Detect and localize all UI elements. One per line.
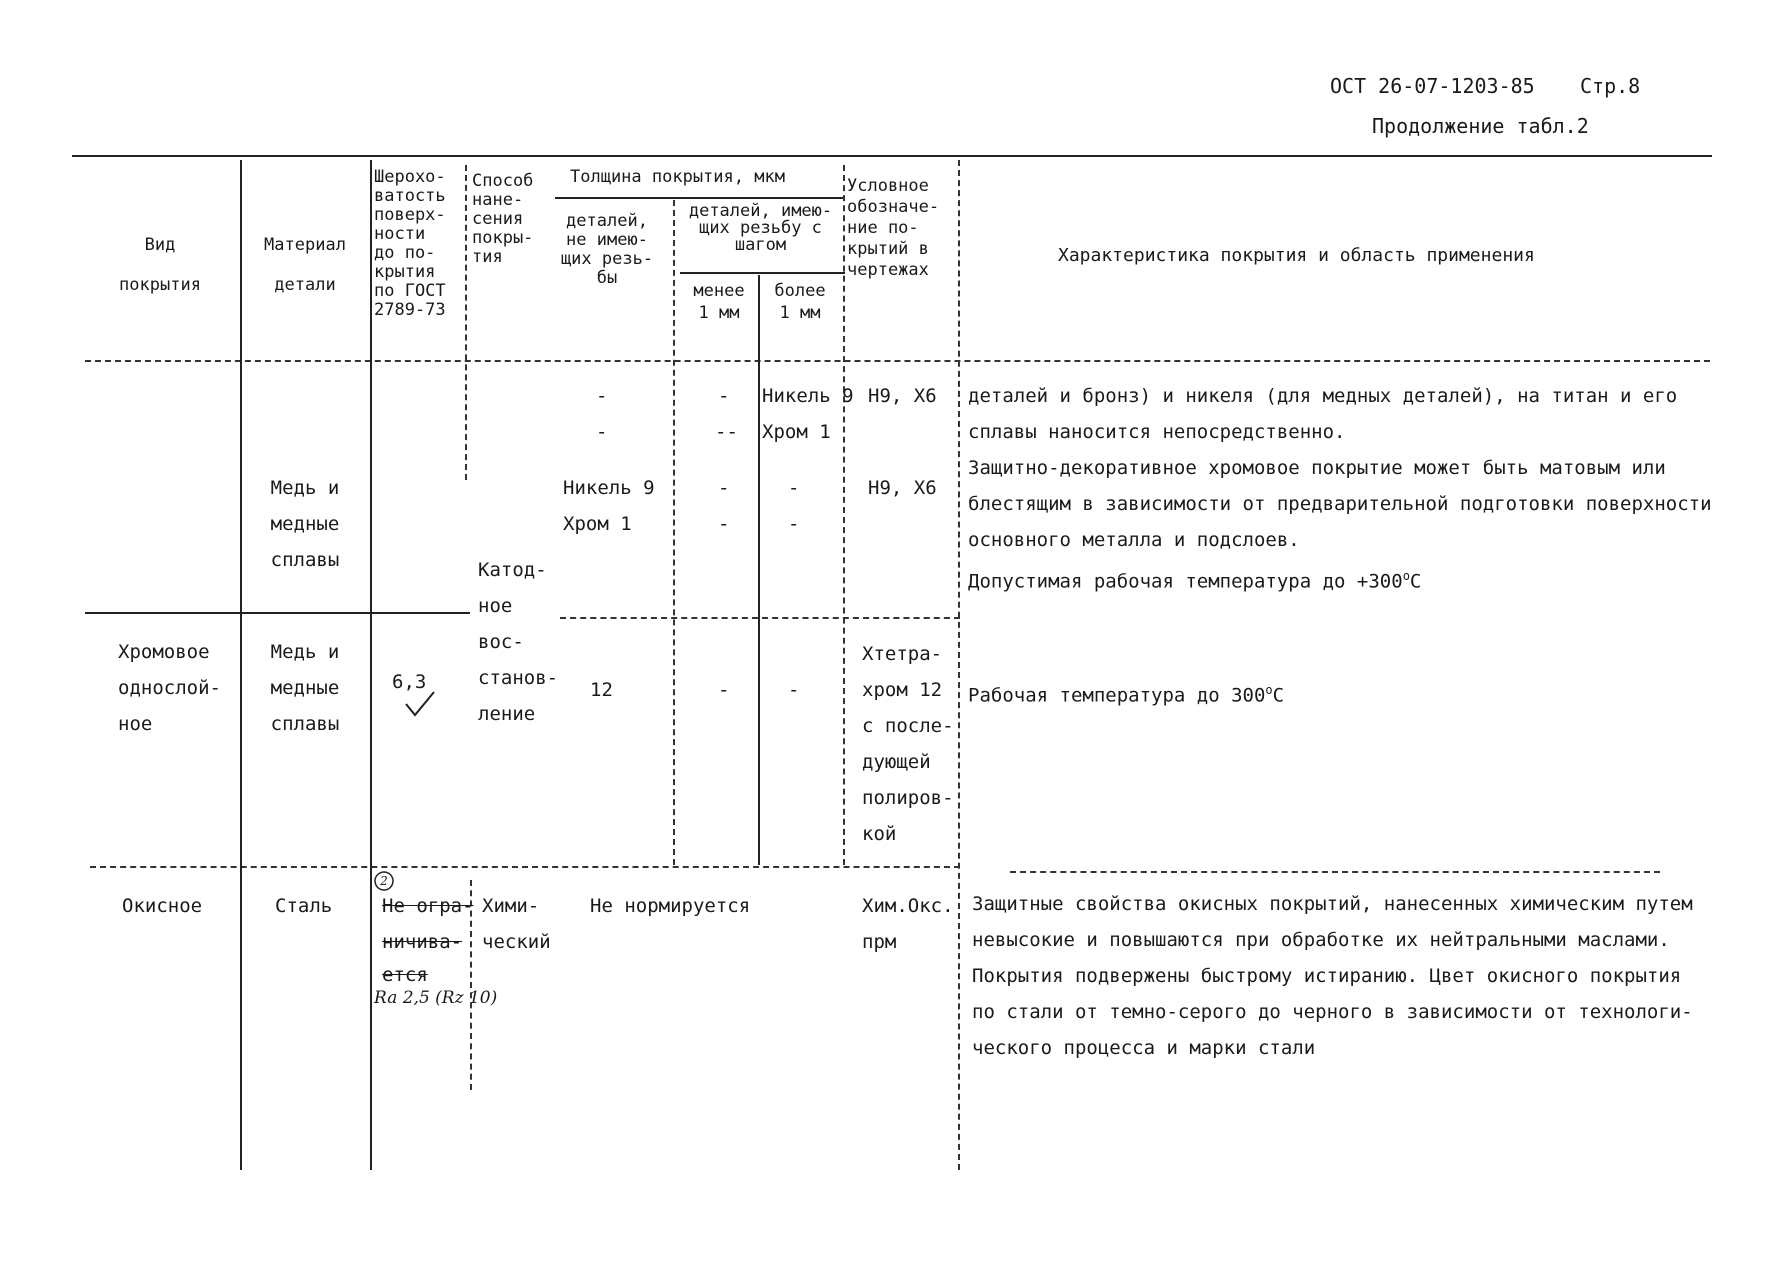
s1-row2-less: -- bbox=[715, 421, 738, 443]
header-with-thread: деталей, имею- щих резьбу с шагом bbox=[688, 201, 833, 255]
section3-top-rule-right bbox=[1010, 871, 1660, 873]
s2-less: - bbox=[718, 679, 730, 701]
s3-material: Сталь bbox=[275, 895, 333, 917]
s3-type: Окисное bbox=[122, 895, 203, 917]
s2-no-thread: 12 bbox=[590, 679, 613, 701]
s2-characteristic: Рабочая температура до 300$^o$С bbox=[968, 683, 1285, 707]
section2-top-rule-left bbox=[85, 612, 470, 614]
s1-row4-less: - bbox=[718, 513, 730, 535]
header-method: Способ нане- сения покры- тия bbox=[472, 171, 534, 267]
header-characteristic: Характеристика покрытия и область применения bbox=[1058, 245, 1535, 266]
s1-temp-text: Допустимая рабочая температура до +300 bbox=[968, 570, 1403, 593]
s1-row4-more: - bbox=[788, 513, 800, 535]
s1-characteristic: деталей и бронз) и никеля (для медных деталей), на титан и его сплавы наносится непосредственно. Защитно-декоративное хромовое покрытие может быть матовым или блестящим в зависимости от предварительной подготовки поверхности основного металла и подслоев. Допустимая рабочая температура до $+300^oС$ bbox=[968, 385, 1712, 593]
document-code: ОСТ 26-07-1203-85 bbox=[1330, 74, 1535, 98]
s1-row3-no-thread: Никель 9 bbox=[563, 477, 655, 499]
s1-row3-designation: Н9, Х6 bbox=[868, 477, 937, 499]
svg-text:2: 2 bbox=[380, 874, 388, 888]
s2-material: Медь и медные сплавы bbox=[270, 641, 340, 735]
s2-designation: Хтетра- хром 12 с после- дующей полиров- кой bbox=[862, 643, 954, 845]
s3-roughness-handwritten: Ra 2,5 (Rz 10) bbox=[374, 988, 498, 1008]
page-number: Стр.8 bbox=[1580, 74, 1641, 98]
header-less-1mm: менее 1 мм bbox=[693, 281, 745, 323]
header-roughness: Шерохо- ватость поверх- ности до по- крытия по ГОСТ 2789-73 bbox=[374, 167, 446, 320]
header-thickness: Толщина покрытия, мкм bbox=[570, 167, 785, 187]
checkmark-icon bbox=[403, 688, 437, 720]
s1-row2-more: Хром 1 bbox=[762, 421, 831, 443]
s3-thickness: Не нормируется bbox=[590, 895, 751, 917]
s3-method: Хими- ческий bbox=[482, 895, 551, 953]
header-designation: Условное обозначе- ние по- крытий в чертежах bbox=[847, 176, 940, 280]
thread-subheader-rule bbox=[680, 272, 845, 274]
column-divider-3a bbox=[465, 165, 467, 480]
s1-row1-no-thread: - bbox=[596, 385, 608, 407]
column-divider-5 bbox=[758, 275, 760, 865]
s3-designation: Хим.Окс. прм bbox=[862, 895, 954, 953]
column-divider-7 bbox=[958, 160, 960, 1170]
continuation-label: Продолжение табл.2 bbox=[1372, 114, 1589, 138]
s1-row2-no-thread: - bbox=[596, 421, 608, 443]
header-material: Материал детали bbox=[264, 235, 346, 295]
s1-row1-less: - bbox=[718, 385, 730, 407]
method-cathodic: Катод- ное вос- станов- ление bbox=[478, 559, 559, 725]
header-no-thread: деталей, не имею- щих резь- бы bbox=[560, 211, 654, 288]
column-divider-4 bbox=[673, 200, 675, 865]
s1-row1-more: Никель 9 bbox=[762, 385, 854, 407]
thickness-subheader-rule bbox=[555, 197, 845, 199]
column-divider-1 bbox=[240, 160, 242, 1170]
section2-top-rule-right bbox=[560, 617, 960, 619]
table-top-rule bbox=[72, 155, 1712, 157]
header-type: Вид покрытия bbox=[119, 235, 201, 295]
s1-row3-more: - bbox=[788, 477, 800, 499]
s2-type: Хромовое однослой- ное bbox=[118, 641, 221, 735]
s2-roughness: 6,3 bbox=[392, 671, 427, 693]
s1-row3-less: - bbox=[718, 477, 730, 499]
s1-row4-no-thread: Хром 1 bbox=[563, 513, 632, 535]
s2-more: - bbox=[788, 679, 800, 701]
s3-characteristic: Защитные свойства окисных покрытий, нанесенных химическим путем невысокие и повышаются при обработке их нейтральными маслами. Покрытия подвержены быстрому истиранию. Цвет окисного покрытия по стали от темно-серого до черного в зависимости от технологи- ческого процесса и марки стали bbox=[972, 893, 1693, 1059]
header-bottom-rule bbox=[85, 360, 1710, 362]
section3-top-rule-left bbox=[90, 866, 960, 868]
s1-material: Медь и медные сплавы bbox=[270, 477, 340, 571]
s1-temp-unit: С bbox=[1409, 570, 1422, 593]
header-more-1mm: более 1 мм bbox=[774, 281, 826, 323]
column-divider-2 bbox=[370, 160, 372, 1170]
s1-row1-designation: Н9, Х6 bbox=[868, 385, 937, 407]
column-divider-6 bbox=[843, 165, 845, 865]
s3-roughness-struck: Не огра- ничива- ется bbox=[382, 895, 474, 986]
